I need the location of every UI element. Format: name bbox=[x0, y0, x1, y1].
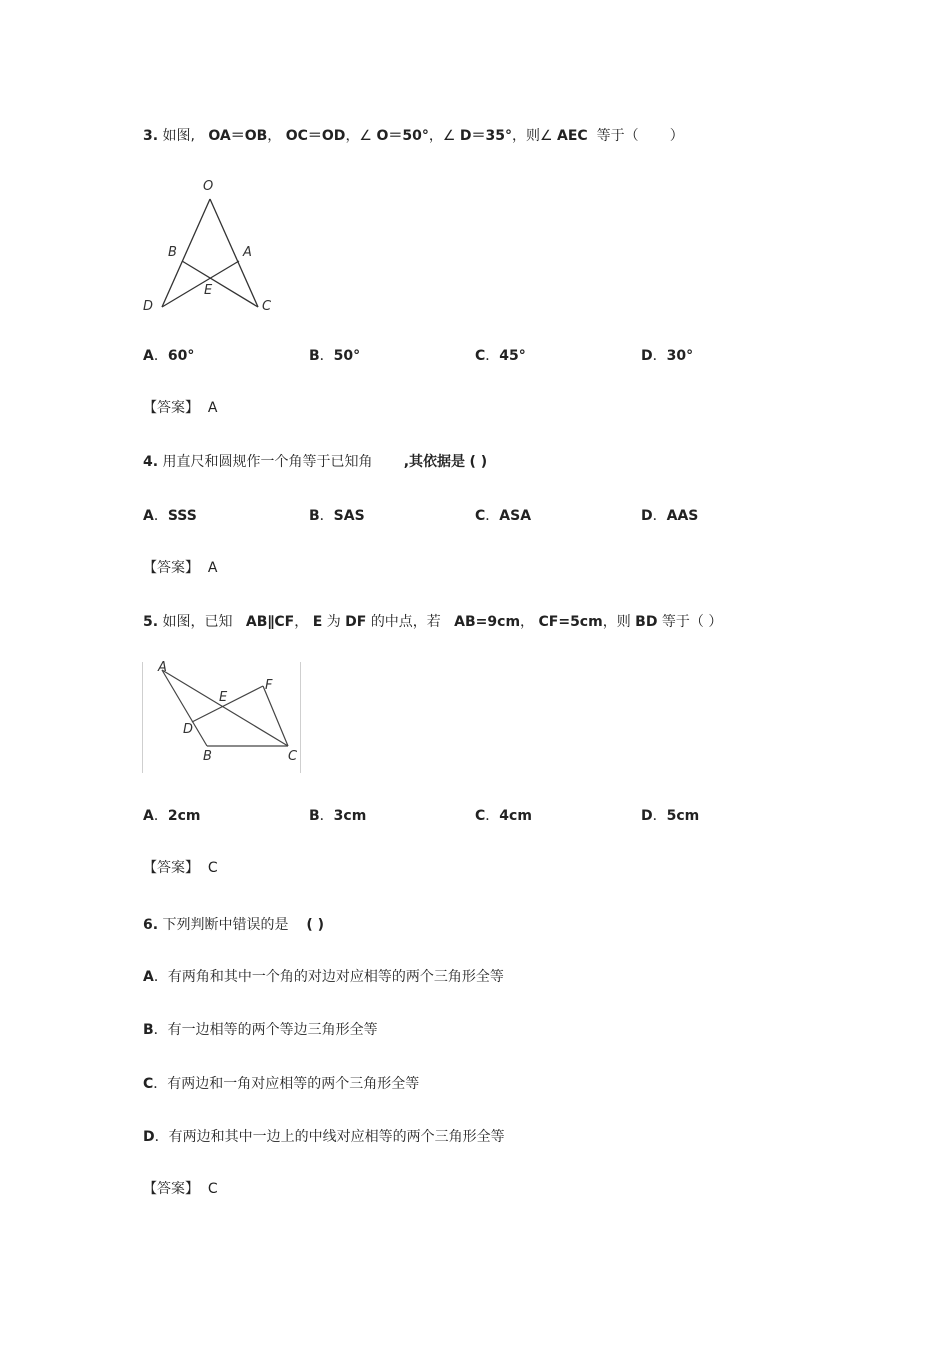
option-c: C．ASA bbox=[475, 508, 532, 524]
question-3-stem: 3. 如图, OA＝OB， OC＝OD，∠ O＝50°，∠ D＝35°，则∠ AEC 等于（ ） bbox=[143, 128, 684, 144]
label-a: A bbox=[243, 245, 252, 260]
stem-math: OA＝OB bbox=[208, 128, 268, 144]
stem-math: DF bbox=[345, 614, 367, 630]
option-a: A．SSS bbox=[143, 508, 197, 524]
label-o: O bbox=[203, 179, 214, 194]
label-f: F bbox=[265, 678, 273, 693]
stem-text: 等于（ ） bbox=[661, 614, 723, 630]
question-number: 5 bbox=[143, 614, 153, 630]
question-number: 4 bbox=[143, 454, 153, 470]
option-b: B．3cm bbox=[309, 808, 367, 824]
stem-math: BD bbox=[635, 614, 658, 630]
stem-math: AEC bbox=[556, 128, 588, 144]
option-b: B．SAS bbox=[309, 508, 365, 524]
option-d: D．30° bbox=[641, 348, 694, 364]
question-5-figure bbox=[142, 660, 302, 775]
stem-paren: ( ) bbox=[306, 917, 325, 933]
answer-label: 【答案】 bbox=[143, 860, 199, 876]
stem-math: CF=5cm bbox=[538, 614, 603, 630]
answer-label: 【答案】 bbox=[143, 400, 199, 416]
stem-text: ，则 bbox=[602, 614, 631, 630]
stem-text: 为 bbox=[326, 614, 341, 630]
stem-text: ，∠ bbox=[428, 128, 456, 144]
stem-text: ） bbox=[669, 128, 684, 144]
answer-line bbox=[143, 859, 218, 877]
stem-text: ， bbox=[294, 614, 309, 630]
stem-text: 等于（ bbox=[596, 128, 639, 144]
answer-value: C bbox=[207, 1181, 218, 1197]
stem-text: ，则∠ bbox=[511, 128, 553, 144]
question-3-figure bbox=[140, 175, 280, 315]
option-c: C．4cm bbox=[475, 808, 532, 824]
answer-value: A bbox=[207, 560, 218, 576]
option-b: B．有一边相等的两个等边三角形全等 bbox=[143, 1022, 378, 1038]
stem-text: ， bbox=[520, 614, 535, 630]
stem-math: O＝50° bbox=[376, 128, 429, 144]
question-number: 6 bbox=[143, 917, 153, 933]
segment-fc bbox=[263, 686, 288, 746]
stem-text: 下列判断中错误的是 bbox=[162, 917, 289, 933]
answer-line bbox=[143, 1180, 218, 1198]
segment-bc bbox=[182, 261, 258, 307]
label-d: D bbox=[143, 299, 154, 314]
stem-text: 用直尺和圆规作一个角等于已知角 bbox=[162, 454, 373, 470]
stem-text: 的中点，若 bbox=[370, 614, 441, 630]
stem-math: AB=9cm bbox=[454, 614, 521, 630]
option-c: C．45° bbox=[475, 348, 526, 364]
answer-line bbox=[143, 399, 217, 417]
stem-paren: ( ) bbox=[469, 454, 488, 470]
question-5-stem: 5. 如图，已知 AB∥CF， E 为 DF 的中点，若 AB=9cm， CF=5cm，则 BD 等于（ ） bbox=[143, 614, 723, 630]
question-4-stem: 4. 用直尺和圆规作一个角等于已知角 ,其依据是 ( ) bbox=[143, 454, 488, 470]
segment-ad bbox=[162, 261, 239, 307]
label-a: A bbox=[158, 660, 167, 675]
option-b: B．50° bbox=[309, 348, 361, 364]
answer-label: 【答案】 bbox=[143, 1181, 199, 1197]
option-c: C．有两边和一角对应相等的两个三角形全等 bbox=[143, 1076, 420, 1092]
option-a: A．60° bbox=[143, 348, 195, 364]
stem-math: E bbox=[312, 614, 323, 630]
option-d: D．5cm bbox=[641, 808, 700, 824]
label-c: C bbox=[262, 299, 272, 314]
answer-value: C bbox=[207, 860, 218, 876]
option-d: D．AAS bbox=[641, 508, 699, 524]
stem-text: ， bbox=[267, 128, 282, 144]
stem-math: AB∥CF bbox=[245, 614, 295, 630]
option-d: D．有两边和其中一边上的中线对应相等的两个三角形全等 bbox=[143, 1129, 505, 1145]
stem-text: ，∠ bbox=[345, 128, 372, 144]
stem-text: ,其依据是 bbox=[403, 454, 466, 470]
option-a: A．2cm bbox=[143, 808, 201, 824]
label-c: C bbox=[288, 749, 298, 764]
stem-math: OC＝OD bbox=[285, 128, 346, 144]
label-e: E bbox=[204, 283, 213, 298]
option-a: A．有两角和其中一个角的对边对应相等的两个三角形全等 bbox=[143, 969, 504, 985]
stem-math: D＝35° bbox=[459, 128, 512, 144]
answer-value: A bbox=[207, 400, 218, 416]
label-d: D bbox=[183, 722, 194, 737]
label-b: B bbox=[168, 245, 177, 260]
answer-label: 【答案】 bbox=[143, 560, 199, 576]
segment-df bbox=[192, 686, 263, 722]
answer-line bbox=[143, 559, 217, 577]
stem-text: 如图，已知 bbox=[162, 614, 233, 630]
question-number: 3 bbox=[143, 128, 153, 144]
label-e: E bbox=[219, 690, 228, 705]
stem-text: 如图, bbox=[162, 128, 195, 144]
label-b: B bbox=[203, 749, 212, 764]
question-6-stem: 6. 下列判断中错误的是 ( ) bbox=[143, 917, 325, 933]
